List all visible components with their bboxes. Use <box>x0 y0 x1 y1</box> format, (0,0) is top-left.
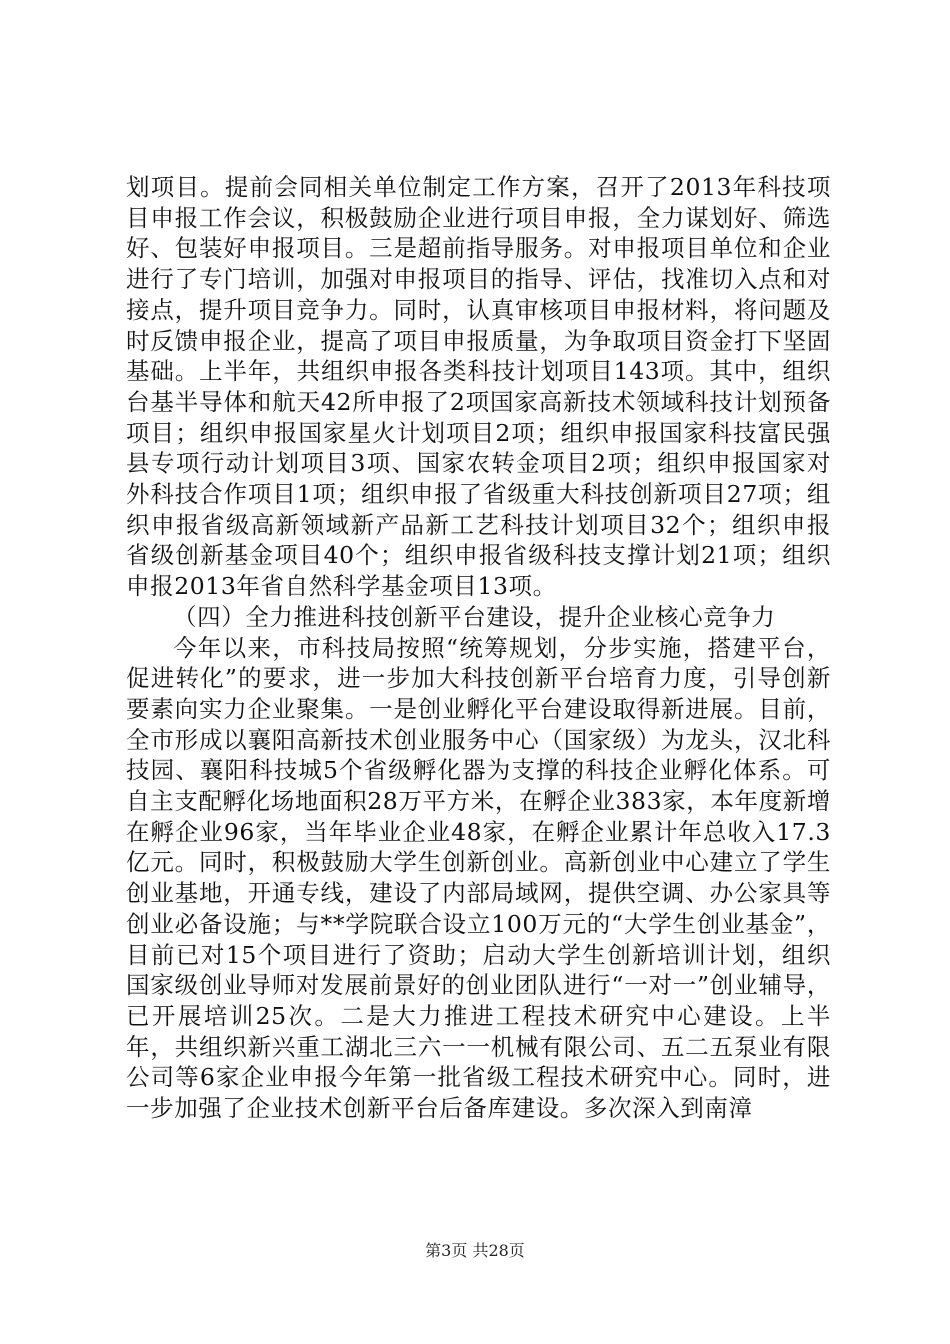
page-number-footer: 第3页 共28页 <box>425 1241 525 1260</box>
paragraph: 今年以来，市科技局按照“统筹规划，分步实施，搭建平台，促进转化”的要求，进一步加大科技创新平台培育力度，引导创新要素向实力企业聚集。一是创业孵化平台建设取得新进展。目前，全市形成以襄阳高新技术创业服务中心（国家级）为龙头，汉北科技园、襄阳科技城5个省级孵化器为支撑的科技企业孵化体系。可自主支配孵化场地面积28万平方米，在孵企业383家，本年度新增在孵企业96家，当年毕业企业48家，在孵企业累计年总收入17.3亿元。同时，积极鼓励大学生创新创业。高新创业中心建立了学生创业基地，开通专线，建设了内部局域网，提供空调、办公家具等创业必备设施；与**学院联合设立100万元的“大学生创业基金”，目前已对15个项目进行了资助；启动大学生创新培训计划，组织国家级创业导师对发展前景好的创业团队进行“一对一”创业辅导，已开展培训25次。二是大力推进工程技术研究中心建设。上半年，共组织新兴重工湖北三六一一机械有限公司、五二五泵业有限公司等6家企业申报今年第一批省级工程技术研究中心。同时，进一步加强了企业技术创新平台后备库建设。多次深入到南漳 <box>126 633 831 1123</box>
paragraph-continuation: 划项目。提前会同相关单位制定工作方案，召开了2013年科技项目申报工作会议，积极鼓励企业进行项目申报，全力谋划好、筛选好、包装好申报项目。三是超前指导服务。对申报项目单位和企业进行了专门培训，加强对申报项目的指导、评估，找准切入点和对接点，提升项目竞争力。同时，认真审核项目申报材料，将问题及时反馈申报企业，提高了项目申报质量，为争取项目资金打下坚固基础。上半年，共组织申报各类科技计划项目143项。其中，组织台基半导体和航天42所申报了2项国家高新技术领域科技计划预备项目；组织申报国家星火计划项目2项；组织申报国家科技富民强县专项行动计划项目3项、国家农转金项目2项；组织申报国家对外科技合作项目1项；组织申报了省级重大科技创新项目27项；组织申报省级高新领域新产品新工艺科技计划项目32个；组织申报省级创新基金项目40个；组织申报省级科技支撑计划21项；组织申报2013年省自然科学基金项目13项。 <box>126 173 831 601</box>
document-body <box>126 172 831 1124</box>
section-heading: （四）全力推进科技创新平台建设，提升企业核心竞争力 <box>173 602 776 631</box>
